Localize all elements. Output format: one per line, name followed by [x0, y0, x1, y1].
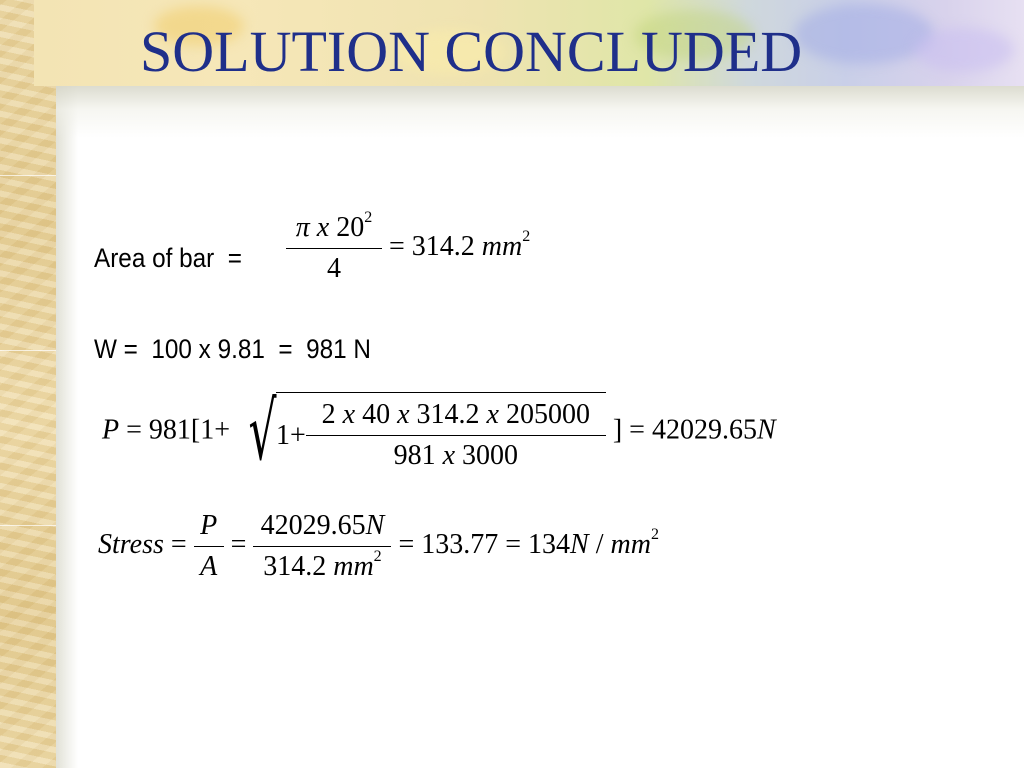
area-unit: mm	[481, 230, 523, 262]
stress-value-rounded: 134	[528, 528, 571, 560]
area-denominator: 4	[286, 248, 382, 285]
area-numerator: π x $20^2$	[295, 209, 373, 243]
banner-shadow	[56, 86, 1024, 138]
load-denominator: 981 x 3000	[306, 435, 606, 472]
weight-line: W = 100 x 9.81 = 981 N	[94, 334, 371, 364]
left-parchment-strip	[0, 0, 56, 768]
square-root: √ 1+ $\frac{2 x 40 x 314.2 x 205000}{981 x 3000}$	[237, 392, 606, 472]
load-result: 42029.65	[651, 414, 757, 446]
load-equation: P = 981[1+ √ 1+ $\frac{2 x 40 x 314.2 x 205000}{981 x 3000}$ ] = 42029.65N	[102, 385, 776, 478]
area-fraction	[286, 209, 382, 285]
area-equation: $\frac{\pi x 20^2}{4}$ = 314.2 $mm^2$	[286, 212, 530, 285]
slide-title: SOLUTION CONCLUDED	[140, 19, 803, 84]
stress-fraction-pa: $\frac{P}{A}$	[194, 510, 224, 583]
load-numerator: 2 x 40 x 314.2 x 205000	[321, 399, 590, 430]
stress-equation: Stress = $\frac{P}{A}$ = $\frac{42029.65N}{314.2 mm^2}$ = $133.77 = 134N / mm^2$	[98, 510, 659, 582]
area-result: 314.2	[411, 230, 475, 262]
stress-value-exact: 133.77	[421, 528, 499, 560]
stress-fraction-values: $\frac{42029.65N}{314.2 mm^2}$	[253, 510, 391, 583]
area-label: Area of bar =	[94, 243, 242, 273]
load-fraction	[306, 399, 606, 472]
